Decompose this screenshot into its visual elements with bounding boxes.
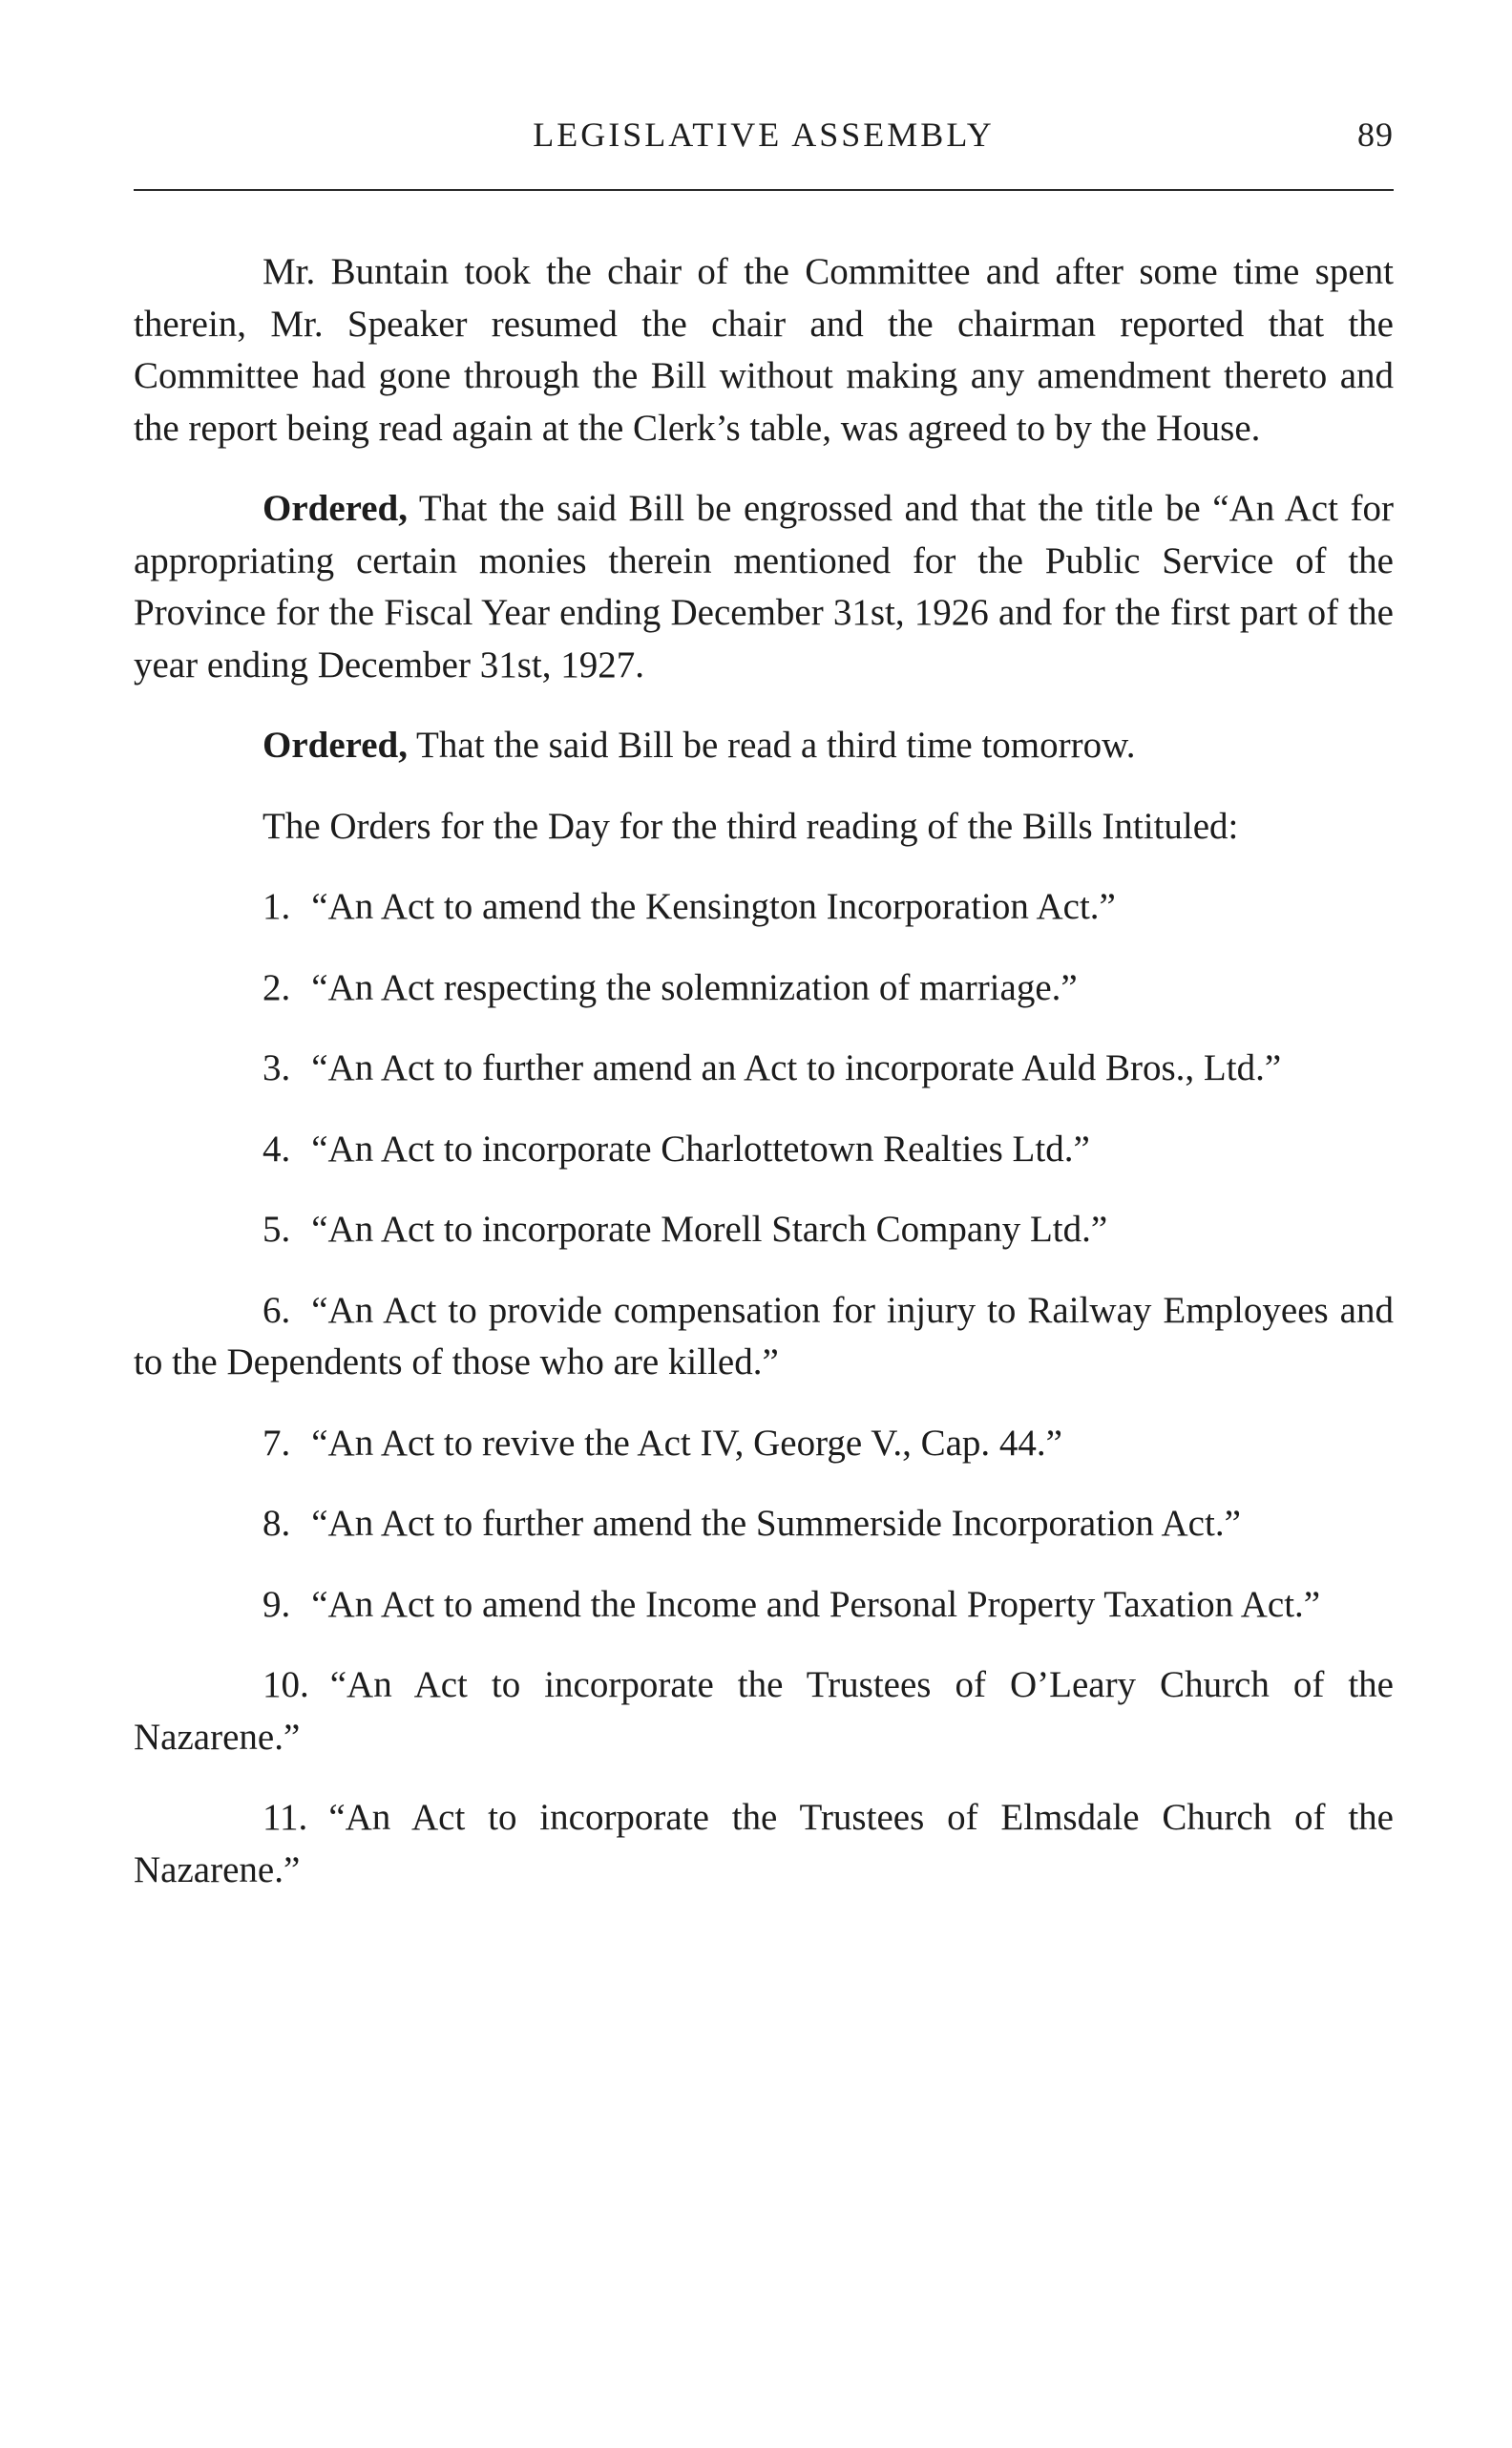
running-header <box>134 105 1394 172</box>
bill-number: 5. <box>262 1209 291 1250</box>
bill-item <box>134 1792 1394 1896</box>
order-lead: Ordered, <box>262 488 409 529</box>
bill-number: 3. <box>262 1047 291 1088</box>
bill-title: “An Act to incorporate the Trustees of O’Leary Church of the Nazarene.” <box>134 1664 1394 1758</box>
bill-item <box>134 1498 1394 1551</box>
bill-number: 9. <box>262 1583 291 1625</box>
order-text: That the said Bill be read a third time tomorrow. <box>408 725 1136 766</box>
bill-title: “An Act to provide compensation for injury to Railway Employees and to the Dependents of those who are killed.” <box>134 1289 1394 1382</box>
bill-title: “An Act to further amend the Summerside Incorporation Act.” <box>311 1503 1241 1544</box>
orders-of-the-day-intro: The Orders for the Day for the third reading of the Bills Intituled: <box>262 805 1239 847</box>
bill-number: 11. <box>262 1797 308 1838</box>
order-third-reading <box>134 720 1394 772</box>
bill-item <box>134 881 1394 934</box>
bill-item <box>134 962 1394 1015</box>
order-engrossed <box>134 483 1394 691</box>
bill-title: “An Act to further amend an Act to incorporate Auld Bros., Ltd.” <box>311 1047 1282 1088</box>
bill-title: “An Act to incorporate Morell Starch Company Ltd.” <box>311 1209 1108 1250</box>
bill-number: 4. <box>262 1128 291 1170</box>
page-number: 89 <box>1357 116 1394 154</box>
bill-number: 7. <box>262 1422 291 1464</box>
bill-number: 8. <box>262 1503 291 1544</box>
bill-item <box>134 1418 1394 1470</box>
committee-paragraph: Mr. Buntain took the chair of the Committee and after some time spent therein, Mr. Speaker resumed the chair and the chairman reported that the Committee had gone through the Bill without making any amendment thereto and the report being read again at the Clerk’s table, was agreed to by the House. <box>134 251 1394 449</box>
bill-number: 1. <box>262 886 291 927</box>
bill-title: “An Act to revive the Act IV, George V., Cap. 44.” <box>311 1422 1062 1464</box>
order-text: That the said Bill be engrossed and that the title be “An Act for appropriating certain monies therein mentioned for the Public Service of the Province for the Fiscal Year ending December 31st, 1926 and for the first part of the year ending December 31st, 1927. <box>134 488 1394 686</box>
bill-item <box>134 1204 1394 1256</box>
bill-title: “An Act to incorporate the Trustees of Elmsdale Church of the Nazarene.” <box>134 1797 1394 1890</box>
bill-title: “An Act to amend the Kensington Incorporation Act.” <box>311 886 1116 927</box>
bill-number: 2. <box>262 966 291 1008</box>
bill-number: 6. <box>262 1289 291 1331</box>
bill-title: “An Act to amend the Income and Personal Property Taxation Act.” <box>311 1583 1321 1625</box>
bill-item <box>134 1579 1394 1632</box>
bill-item <box>134 1124 1394 1176</box>
bill-number: 10. <box>262 1664 309 1705</box>
running-title: LEGISLATIVE ASSEMBLY <box>533 116 995 154</box>
order-lead: Ordered, <box>262 725 409 766</box>
bill-item <box>134 1659 1394 1763</box>
bill-title: “An Act respecting the solemnization of marriage.” <box>311 966 1078 1008</box>
bill-item <box>134 1043 1394 1095</box>
bill-item <box>134 1285 1394 1389</box>
bill-title: “An Act to incorporate Charlottetown Realties Ltd.” <box>311 1128 1090 1170</box>
document-page <box>134 105 1394 1896</box>
header-rule <box>134 189 1394 191</box>
